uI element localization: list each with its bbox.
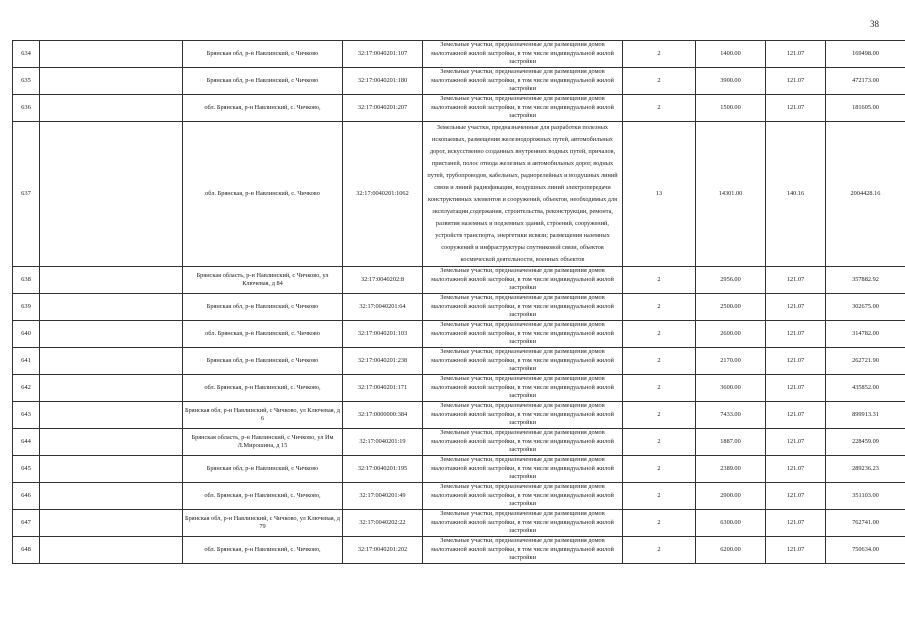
land-category-cell: Земельные участки, предназначенные для размещения домов малоэтажной жилой застройки, в том числе индивидуальной жилой застройки [423,429,623,456]
area-cell: 2900.00 [696,483,766,510]
table-row [13,429,905,456]
land-category-cell: Земельные участки, предназначенные для размещения домов малоэтажной жилой застройки, в том числе индивидуальной жилой застройки [423,483,623,510]
area-cell: 1500.00 [696,95,766,122]
row-number-cell: 640 [13,321,40,348]
row-number-cell: 641 [13,348,40,375]
land-category-cell: Земельные участки, предназначенные для размещения домов малоэтажной жилой застройки, в том числе индивидуальной жилой застройки [423,321,623,348]
group-cell: 2 [623,348,696,375]
cadastral-number-cell: 32:17:0040201:195 [343,456,423,483]
table-row [13,294,905,321]
table-row [13,321,905,348]
address-cell: Брянская обл, р-н Навлинский, с Чичково [183,348,343,375]
cadastral-value-cell: 435852.00 [826,375,905,402]
address-cell: обл. Брянская, р-н Навлинский, с. Чичково [183,122,343,267]
rate-cell: 121.07 [766,510,826,537]
address-cell: Брянская обл, р-н Навлинский, с Чичково, ул Ключевая, д 6 [183,402,343,429]
table-row [13,122,905,267]
cadastral-number-cell: 32:17:0040201:202 [343,537,423,564]
address-cell: Брянская обл, р-н Навлинский, с Чичково, ул Ключевая, д 79 [183,510,343,537]
group-cell: 2 [623,41,696,68]
land-category-cell: Земельные участки, предназначенные для размещения домов малоэтажной жилой застройки, в том числе индивидуальной жилой застройки [423,95,623,122]
table-row [13,375,905,402]
row-number-cell: 643 [13,402,40,429]
row-number-cell: 647 [13,510,40,537]
group-cell: 2 [623,537,696,564]
area-cell: 6300.00 [696,510,766,537]
cadastral-value-cell: 750634.00 [826,537,905,564]
group-cell: 2 [623,456,696,483]
table-row [13,510,905,537]
rate-cell: 121.07 [766,537,826,564]
table-row [13,348,905,375]
spacer-cell [40,375,183,402]
area-cell: 2600.00 [696,321,766,348]
cadastral-value-cell: 351103.00 [826,483,905,510]
row-number-cell: 646 [13,483,40,510]
cadastral-number-cell: 32:17:0040201:49 [343,483,423,510]
row-number-cell: 639 [13,294,40,321]
rate-cell: 121.07 [766,429,826,456]
area-cell: 14301.00 [696,122,766,267]
cadastral-value-cell: 169498.00 [826,41,905,68]
cadastral-value-cell: 228459.09 [826,429,905,456]
group-cell: 2 [623,510,696,537]
table-body [13,41,905,564]
cadastral-number-cell: 32:17:0040202:22 [343,510,423,537]
land-category-cell: Земельные участки, предназначенные для размещения домов малоэтажной жилой застройки, в том числе индивидуальной жилой застройки [423,375,623,402]
row-number-cell: 648 [13,537,40,564]
land-category-cell: Земельные участки, предназначенные для размещения домов малоэтажной жилой застройки, в том числе индивидуальной жилой застройки [423,348,623,375]
land-category-cell: Земельные участки, предназначенные для размещения домов малоэтажной жилой застройки, в том числе индивидуальной жилой застройки [423,456,623,483]
rate-cell: 121.07 [766,375,826,402]
table-row [13,41,905,68]
land-category-cell: Земельные участки, предназначенные для размещения домов малоэтажной жилой застройки, в том числе индивидуальной жилой застройки [423,510,623,537]
group-cell: 2 [623,321,696,348]
address-cell: Брянская обл, р-н Навлинский, с Чичково [183,456,343,483]
spacer-cell [40,402,183,429]
rate-cell: 121.07 [766,348,826,375]
address-cell: обл. Брянская, р-н Навлинский, с. Чичково, [183,375,343,402]
address-cell: обл. Брянская, р-н Навлинский, с. Чичково, [183,537,343,564]
row-number-cell: 638 [13,267,40,294]
row-number-cell: 635 [13,68,40,95]
cadastral-number-cell: 32:17:0040202:8 [343,267,423,294]
cadastral-value-cell: 357882.92 [826,267,905,294]
spacer-cell [40,483,183,510]
land-category-cell: Земельные участки, предназначенные для размещения домов малоэтажной жилой застройки, в том числе индивидуальной жилой застройки [423,41,623,68]
address-cell: обл. Брянская, р-н Навлинский, с. Чичково, [183,95,343,122]
address-cell: обл. Брянская, р-н Навлинский, с. Чичково, [183,483,343,510]
spacer-cell [40,510,183,537]
row-number-cell: 637 [13,122,40,267]
land-category-cell: Земельные участки, предназначенные для размещения домов малоэтажной жилой застройки, в том числе индивидуальной жилой застройки [423,267,623,294]
address-cell: Брянская обл, р-н Навлинский, с Чичково [183,294,343,321]
cadastral-value-cell: 2004428.16 [826,122,905,267]
land-category-cell: Земельные участки, предназначенные для размещения домов малоэтажной жилой застройки, в том числе индивидуальной жилой застройки [423,68,623,95]
spacer-cell [40,68,183,95]
group-cell: 2 [623,402,696,429]
area-cell: 7433.00 [696,402,766,429]
group-cell: 2 [623,68,696,95]
group-cell: 2 [623,483,696,510]
rate-cell: 121.07 [766,402,826,429]
area-cell: 2500.00 [696,294,766,321]
rate-cell: 121.07 [766,294,826,321]
cadastral-number-cell: 32:17:0040201:1062 [343,122,423,267]
table-row [13,402,905,429]
cadastral-value-cell: 899913.31 [826,402,905,429]
cadastral-value-cell: 302675.00 [826,294,905,321]
rate-cell: 121.07 [766,267,826,294]
group-cell: 2 [623,375,696,402]
address-cell: обл. Брянская, р-н Навлинский, с. Чичково [183,321,343,348]
spacer-cell [40,321,183,348]
rate-cell: 121.07 [766,321,826,348]
group-cell: 2 [623,267,696,294]
cadastral-value-cell: 262721.90 [826,348,905,375]
address-cell: Брянская область, р-н Навлинский, с Чичково, ул Ключевая, д 84 [183,267,343,294]
table-row [13,68,905,95]
area-cell: 1400.00 [696,41,766,68]
table-row [13,267,905,294]
rate-cell: 121.07 [766,456,826,483]
cadastral-number-cell: 32:17:0040201:19 [343,429,423,456]
spacer-cell [40,348,183,375]
cadastral-value-cell: 472173.00 [826,68,905,95]
page-number: 38 [870,19,879,29]
rate-cell: 121.07 [766,483,826,510]
spacer-cell [40,41,183,68]
cadastral-value-cell: 289236.23 [826,456,905,483]
group-cell: 2 [623,95,696,122]
land-category-cell: Земельные участки, предназначенные для размещения домов малоэтажной жилой застройки, в том числе индивидуальной жилой застройки [423,402,623,429]
cadastral-number-cell: 32:17:0040201:171 [343,375,423,402]
land-category-cell: Земельные участки, предназначенные для размещения домов малоэтажной жилой застройки, в том числе индивидуальной жилой застройки [423,537,623,564]
spacer-cell [40,122,183,267]
cadastral-value-cell: 762741.00 [826,510,905,537]
spacer-cell [40,456,183,483]
cadastral-number-cell: 32:17:0040201:238 [343,348,423,375]
spacer-cell [40,429,183,456]
row-number-cell: 642 [13,375,40,402]
address-cell: Брянская обл, р-н Навлинский, с Чичково [183,68,343,95]
spacer-cell [40,267,183,294]
table-row [13,537,905,564]
spacer-cell [40,294,183,321]
area-cell: 2956.00 [696,267,766,294]
address-cell: Брянская область, р-н Навлинский, с Чичково, ул Им Л.Мирошина, д 15 [183,429,343,456]
table-row [13,456,905,483]
cadastral-number-cell: 32:17:0040201:107 [343,41,423,68]
group-cell: 2 [623,429,696,456]
table-row [13,95,905,122]
row-number-cell: 645 [13,456,40,483]
land-category-cell: Земельные участки, предназначенные для размещения домов малоэтажной жилой застройки, в том числе индивидуальной жилой застройки [423,294,623,321]
row-number-cell: 634 [13,41,40,68]
cadastral-value-cell: 314782.00 [826,321,905,348]
cadastral-number-cell: 32:17:0040201:180 [343,68,423,95]
cadastral-table [12,40,905,564]
cadastral-number-cell: 32:17:0040201:207 [343,95,423,122]
rate-cell: 140.16 [766,122,826,267]
cadastral-value-cell: 181605.00 [826,95,905,122]
table-row [13,483,905,510]
area-cell: 3600.00 [696,375,766,402]
area-cell: 2389.00 [696,456,766,483]
cadastral-number-cell: 32:17:0000000:384 [343,402,423,429]
row-number-cell: 636 [13,95,40,122]
group-cell: 2 [623,294,696,321]
area-cell: 6200.00 [696,537,766,564]
area-cell: 3900.00 [696,68,766,95]
rate-cell: 121.07 [766,68,826,95]
cadastral-number-cell: 32:17:0040201:64 [343,294,423,321]
rate-cell: 121.07 [766,41,826,68]
spacer-cell [40,95,183,122]
row-number-cell: 644 [13,429,40,456]
group-cell: 13 [623,122,696,267]
land-category-cell: Земельные участки, предназначенные для разработки полезных ископаемых, размещения железнодорожных путей, автомобильных дорог, искусственно созданных внутренних водных путей, причалов, пристаней, полос отвода железных и автомобильных дорог, водных путей, трубопроводов, кабельных, радиорелейных и воздушных линий связи и линий радиофикации, воздушных линий электропередачи конструктивных элементов и сооружений, объектов, необходимых для эксплуатации,содержания, строительства, реконструкции, ремонта, развития наземных и подземных зданий, строений, сооружений, устройств транспорта, энергетики исвязи; размещения наземных сооружений и инфраструктуры спутниковой связи, объектов космической деятельности, военных объектов [423,122,623,267]
area-cell: 1887.00 [696,429,766,456]
spacer-cell [40,537,183,564]
cadastral-number-cell: 32:17:0040201:103 [343,321,423,348]
area-cell: 2170.00 [696,348,766,375]
rate-cell: 121.07 [766,95,826,122]
address-cell: Брянская обл, р-н Навлинский, с Чичково [183,41,343,68]
